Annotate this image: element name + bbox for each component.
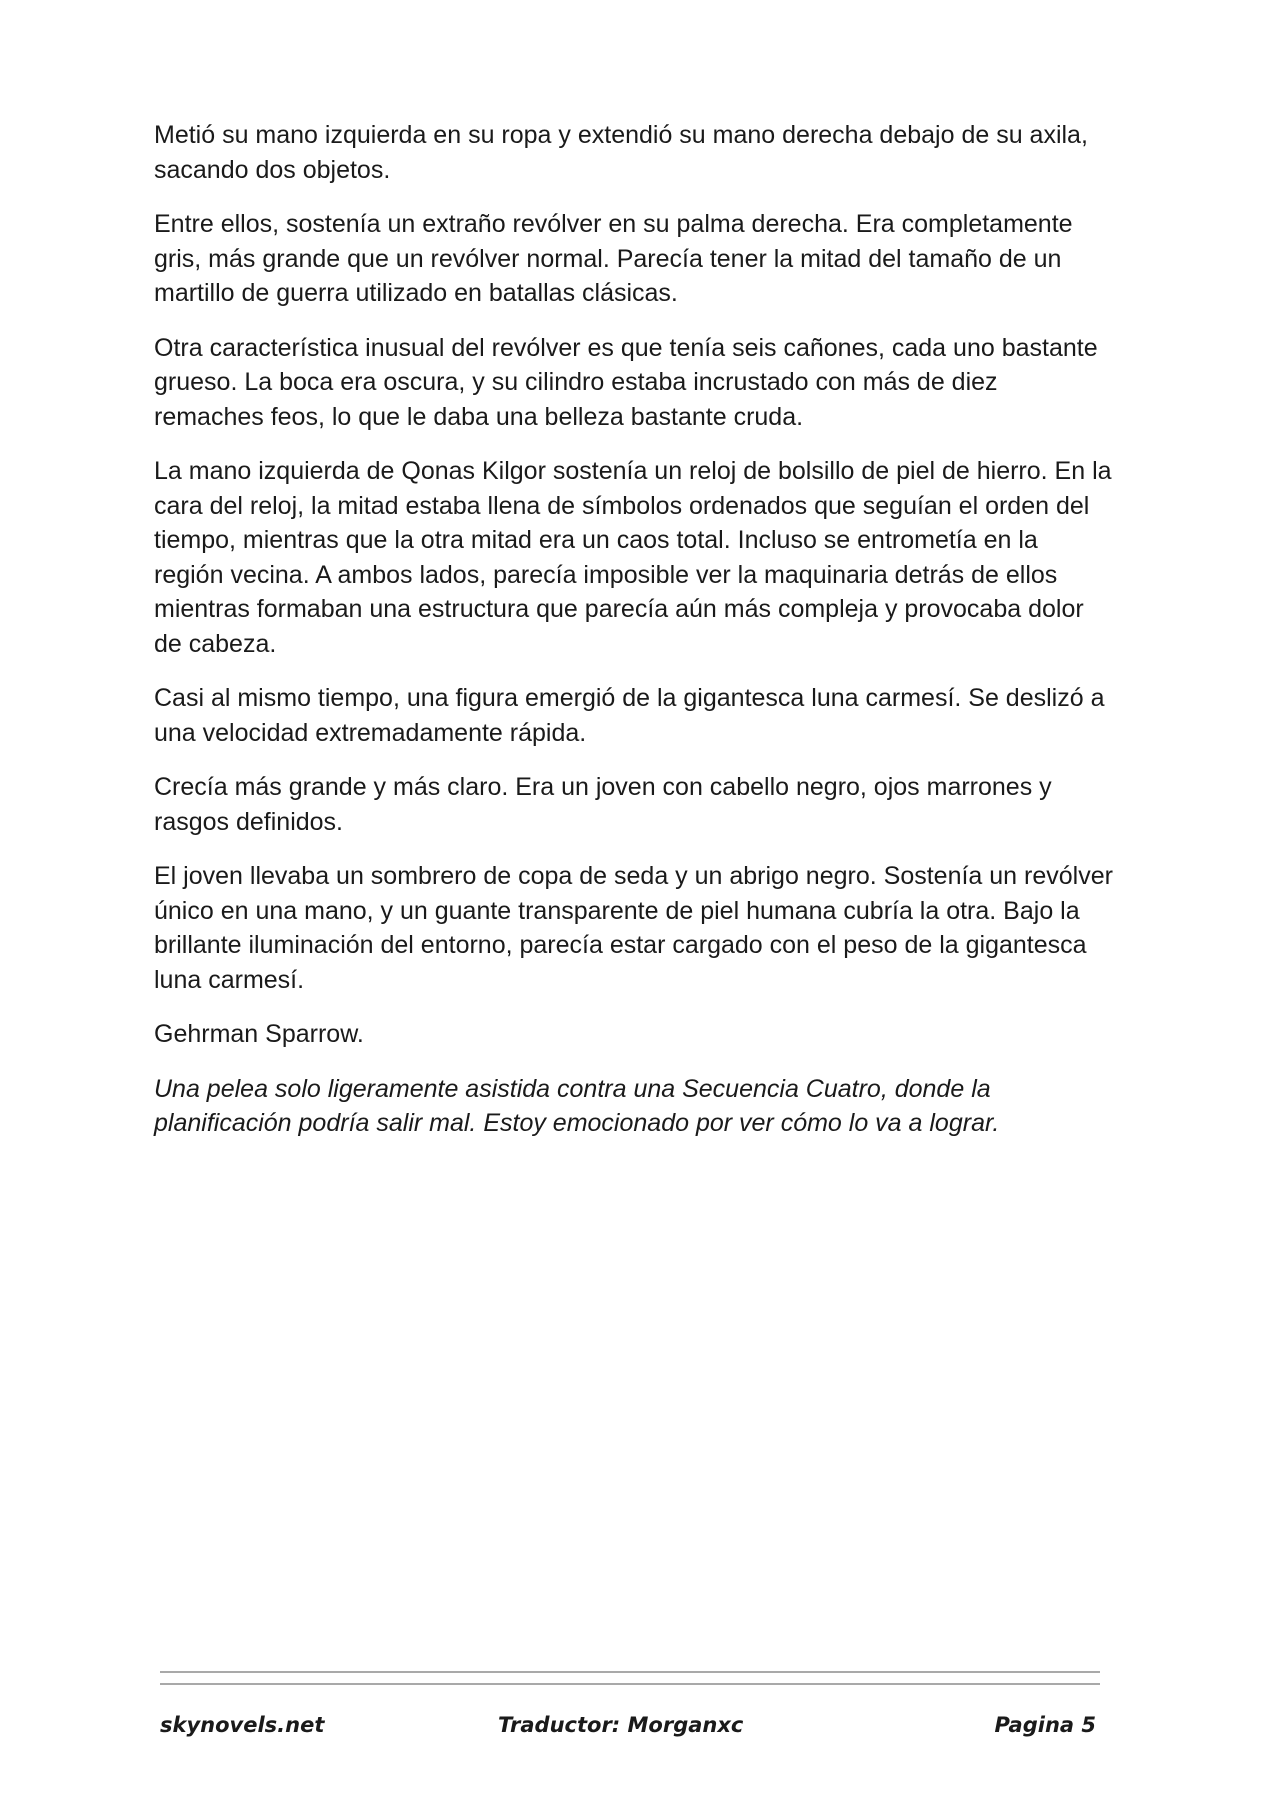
footer-site: skynovels.net bbox=[160, 1713, 325, 1737]
paragraph-9-italic: Una pelea solo ligeramente asistida contra una Secuencia Cuatro, donde la planificación podría salir mal. Estoy emocionado por ver cómo lo va a lograr. bbox=[154, 1074, 1000, 1137]
paragraph-3: Otra característica inusual del revólver es que tenía seis cañones, cada uno bastante grueso. La boca era oscura, y su cilindro estaba incrustado con más de diez remaches feos, lo que le daba una belleza bastante cruda. bbox=[154, 333, 1098, 431]
footer-translator: Traductor: Morganxc bbox=[498, 1713, 744, 1737]
paragraph-8: Gehrman Sparrow. bbox=[154, 1020, 364, 1048]
paragraph-2: Entre ellos, sostenía un extraño revólver en su palma derecha. Era completamente gris, más grande que un revólver normal. Parecía tener la mitad del tamaño de un martillo de guerra utilizado en batallas clásicas. bbox=[154, 210, 1073, 307]
paragraph-1: Metió su mano izquierda en su ropa y extendió su mano derecha debajo de su axila, sacando dos objetos. bbox=[154, 121, 1088, 184]
body-text bbox=[154, 118, 1114, 1161]
paragraph-6: Crecía más grande y más claro. Era un joven con cabello negro, ojos marrones y rasgos definidos. bbox=[154, 773, 1052, 836]
footer-page-number: Pagina 5 bbox=[994, 1713, 1096, 1737]
paragraph-5: Casi al mismo tiempo, una figura emergió de la gigantesca luna carmesí. Se deslizó a una velocidad extremadamente rápida. bbox=[154, 684, 1105, 747]
paragraph-4: La mano izquierda de Qonas Kilgor sostenía un reloj de bolsillo de piel de hierro. En la cara del reloj, la mitad estaba llena de símbolos ordenados que seguían el orden del tiempo, mientras que la otra mitad era un caos total. Incluso se entrometía en la región vecina. A ambos lados, parecía imposible ver la maquinaria detrás de ellos mientras formaban una estructura que parecía aún más compleja y provocaba dolor de cabeza. bbox=[154, 457, 1112, 658]
paragraph-7: El joven llevaba un sombrero de copa de seda y un abrigo negro. Sostenía un revólver único en una mano, y un guante transparente de piel humana cubría la otra. Bajo la brillante iluminación del entorno, parecía estar cargado con el peso de la gigantesca luna carmesí. bbox=[154, 862, 1113, 994]
footer-divider-bottom bbox=[160, 1683, 1100, 1685]
footer-divider-top bbox=[160, 1671, 1100, 1673]
